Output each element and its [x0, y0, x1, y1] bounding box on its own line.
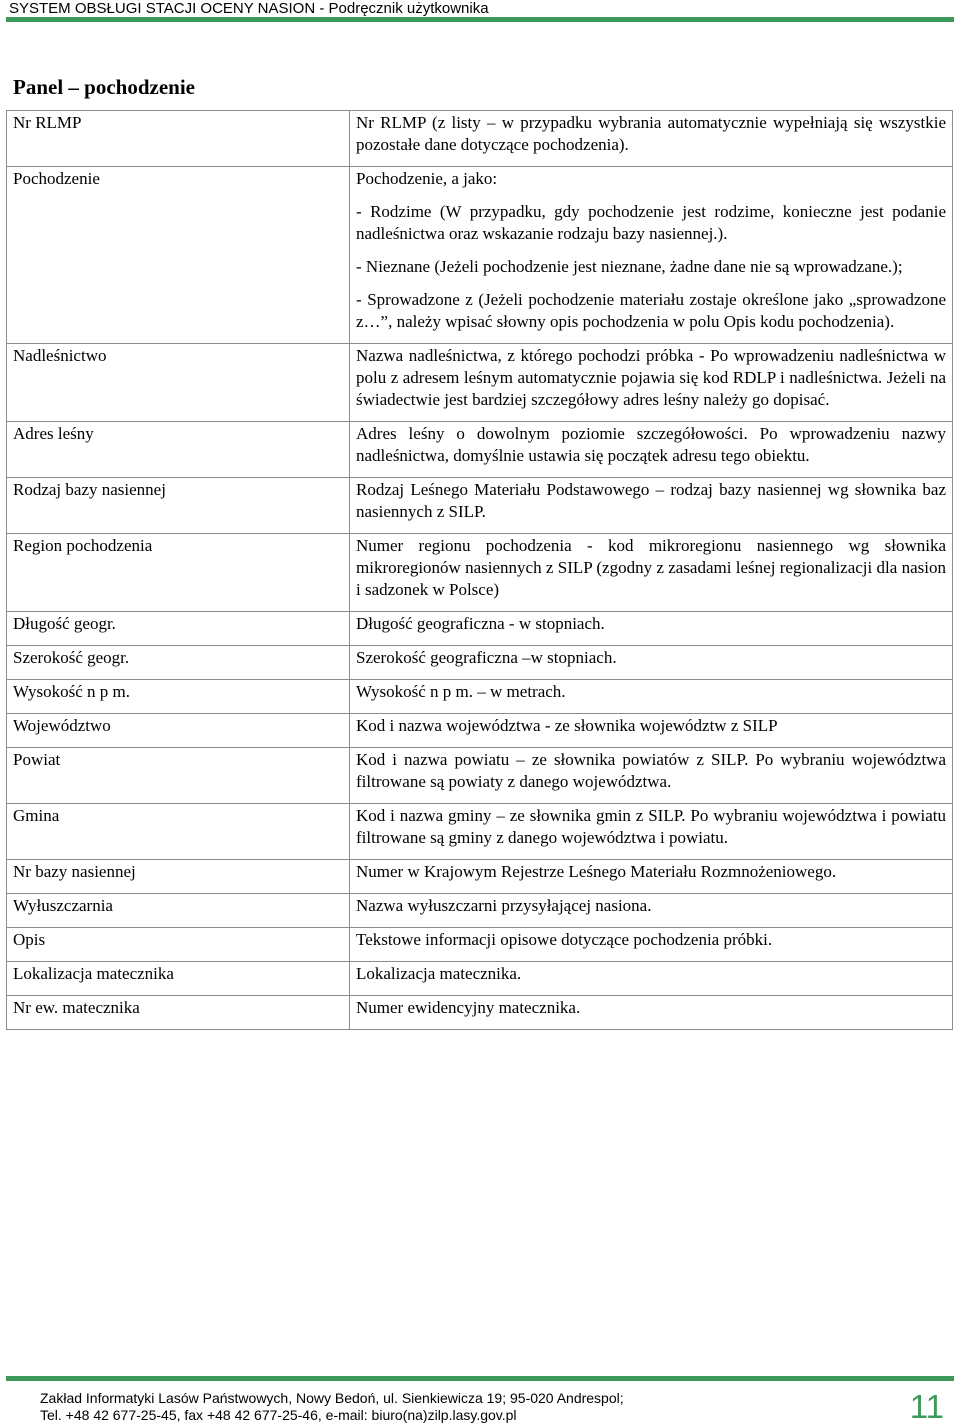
- document-header: SYSTEM OBSŁUGI STACJI OCENY NASION - Podręcznik użytkownika: [9, 0, 489, 17]
- table-row: [7, 478, 953, 534]
- table-row: [7, 714, 953, 748]
- field-description: [350, 714, 953, 748]
- description-paragraph: Kod i nazwa powiatu – ze słownika powiatów z SILP. Po wybraniu województwa filtrowane są powiaty z danego województwa.: [356, 750, 946, 791]
- description-paragraph: Numer ewidencyjny matecznika.: [356, 998, 581, 1017]
- field-name: Adres leśny: [7, 422, 350, 478]
- field-description: [350, 748, 953, 804]
- table-row: [7, 422, 953, 478]
- field-name: Lokalizacja matecznika: [7, 962, 350, 996]
- description-paragraph: Szerokość geograficzna –w stopniach.: [356, 648, 617, 667]
- field-name: Pochodzenie: [7, 167, 350, 344]
- field-description: [350, 860, 953, 894]
- field-description: [350, 646, 953, 680]
- field-description: [350, 894, 953, 928]
- parameters-table: [6, 110, 953, 1030]
- field-name: Region pochodzenia: [7, 534, 350, 612]
- description-paragraph: - Sprowadzone z (Jeżeli pochodzenie materiału zostaje określone jako „sprowadzone z…”, należy wpisać słowny opis pochodzenia w polu Opis kodu pochodzenia).: [356, 290, 946, 331]
- field-name: Szerokość geogr.: [7, 646, 350, 680]
- table-row: [7, 928, 953, 962]
- table-row: [7, 860, 953, 894]
- field-description: [350, 478, 953, 534]
- description-paragraph: Nr RLMP (z listy – w przypadku wybrania automatycznie wypełniają się wszystkie pozostałe dane dotyczące pochodzenia).: [356, 113, 946, 154]
- description-paragraph: Kod i nazwa gminy – ze słownika gmin z SILP. Po wybraniu województwa i powiatu filtrowane są gminy z danego województwa i powiatu.: [356, 806, 946, 847]
- section-title: Panel – pochodzenie: [13, 75, 195, 99]
- field-name: Powiat: [7, 748, 350, 804]
- table-row: [7, 804, 953, 860]
- field-description: [350, 612, 953, 646]
- description-paragraph: Nazwa nadleśnictwa, z którego pochodzi próbka - Po wprowadzeniu nadleśnictwa w polu z adresem leśnym automatycznie pojawia się kod RDLP i nadleśnictwa. Jeżeli na świadectwie jest bardziej szczegółowy adres leśny należy go dopisać.: [356, 346, 946, 409]
- description-paragraph: Tekstowe informacji opisowe dotyczące pochodzenia próbki.: [356, 930, 773, 949]
- table-row: [7, 996, 953, 1030]
- field-description: [350, 680, 953, 714]
- field-name: Wyłuszczarnia: [7, 894, 350, 928]
- field-name: Nr RLMP: [7, 111, 350, 167]
- footer-divider: [6, 1376, 954, 1381]
- page-number: 11: [909, 1388, 944, 1425]
- table-row: [7, 534, 953, 612]
- footer-address: Zakład Informatyki Lasów Państwowych, Nowy Bedoń, ul. Sienkiewicza 19; 95-020 Andrespol;: [40, 1390, 624, 1406]
- table-row: [7, 962, 953, 996]
- field-description: [350, 962, 953, 996]
- table-row: [7, 680, 953, 714]
- table-row: [7, 612, 953, 646]
- table-row: [7, 167, 953, 344]
- field-name: Nadleśnictwo: [7, 344, 350, 422]
- description-paragraph: Długość geograficzna - w stopniach.: [356, 614, 605, 633]
- field-name: Opis: [7, 928, 350, 962]
- field-name: Gmina: [7, 804, 350, 860]
- field-description: [350, 422, 953, 478]
- field-description: [350, 344, 953, 422]
- field-name: Wysokość n p m.: [7, 680, 350, 714]
- table-row: [7, 894, 953, 928]
- description-paragraph: Wysokość n p m. – w metrach.: [356, 682, 566, 701]
- table-row: [7, 646, 953, 680]
- header-divider: [6, 17, 954, 22]
- field-description: [350, 804, 953, 860]
- description-paragraph: Lokalizacja matecznika.: [356, 964, 522, 983]
- description-paragraph: Rodzaj Leśnego Materiału Podstawowego – rodzaj bazy nasiennej wg słownika baz nasiennych z SILP.: [356, 480, 946, 521]
- description-paragraph: Pochodzenie, a jako:: [356, 169, 498, 188]
- field-name: Województwo: [7, 714, 350, 748]
- description-paragraph: Numer regionu pochodzenia - kod mikroregionu nasiennego wg słownika mikroregionów nasiennych z SILP (zgodny z zasadami leśnej regionalizacji dla nasion i sadzonek w Polsce): [356, 536, 946, 599]
- field-name: Rodzaj bazy nasiennej: [7, 478, 350, 534]
- field-description: [350, 996, 953, 1030]
- field-name: Nr ew. matecznika: [7, 996, 350, 1030]
- table-row: [7, 111, 953, 167]
- description-paragraph: Kod i nazwa województwa - ze słownika województw z SILP: [356, 716, 778, 735]
- footer-contact: Tel. +48 42 677-25-45, fax +48 42 677-25-46, e-mail: biuro(na)zilp.lasy.gov.pl: [40, 1407, 517, 1423]
- field-name: Długość geogr.: [7, 612, 350, 646]
- table-row: [7, 344, 953, 422]
- field-name: Nr bazy nasiennej: [7, 860, 350, 894]
- description-paragraph: - Nieznane (Jeżeli pochodzenie jest nieznane, żadne dane nie są wprowadzane.);: [356, 257, 903, 276]
- table-row: [7, 748, 953, 804]
- description-paragraph: Nazwa wyłuszczarni przysyłającej nasiona.: [356, 896, 652, 915]
- field-description: [350, 928, 953, 962]
- field-description: [350, 111, 953, 167]
- description-paragraph: Numer w Krajowym Rejestrze Leśnego Materiału Rozmnożeniowego.: [356, 862, 837, 881]
- description-paragraph: - Rodzime (W przypadku, gdy pochodzenie jest rodzime, konieczne jest podanie nadleśnictwa oraz wskazanie rodzaju bazy nasiennej.).: [356, 202, 946, 243]
- document-footer: [40, 1390, 624, 1424]
- field-description: [350, 167, 953, 344]
- description-paragraph: Adres leśny o dowolnym poziomie szczegółowości. Po wprowadzeniu nazwy nadleśnictwa, domyślnie ustawia się początek adresu tego obiektu.: [356, 424, 946, 465]
- parameters-table-body: [7, 111, 953, 1030]
- field-description: [350, 534, 953, 612]
